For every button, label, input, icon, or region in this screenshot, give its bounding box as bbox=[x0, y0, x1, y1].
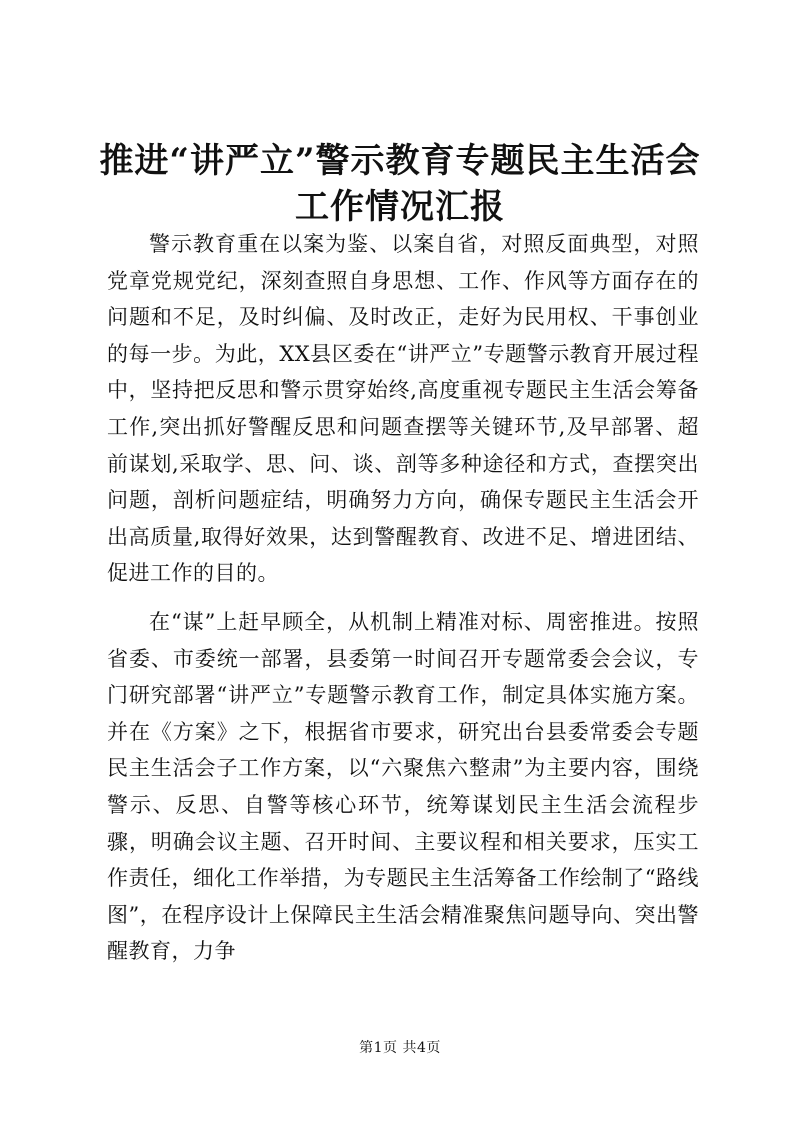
paragraph-2: 在“谋”上赶早顾全，从机制上精准对标、周密推进。按照省委、市委统一部署，县委第一时间召开专题常委会会议，专门研究部署“讲严立”专题警示教育工作，制定具体实施方案。并在《方案》之下，根据省市要求，研究出台县委常委会专题民主生活会子工作方案，以“六聚焦六整肃”为主要内容，围绕警示、反思、自警等核心环节，统筹谋划民主生活会流程步骤，明确会议主题、召开时间、主要议程和相关要求，压实工作责任，细化工作举措，为专题民主生活筹备工作绘制了“路线图”，在程序设计上保障民主生活会精准聚焦问题导向、突出警醒教育，力争 bbox=[107, 609, 699, 964]
document-title: 推进“讲严立”警示教育专题民主生活会工作情况汇报 bbox=[99, 141, 701, 227]
document-body bbox=[107, 226, 699, 982]
paragraph-1: 警示教育重在以案为鉴、以案自省，对照反面典型，对照党章党规党纪，深刻查照自身思想、工作、作风等方面存在的问题和不足，及时纠偏、及时改正，走好为民用权、干事创业的每一步。为此，XX县区委在“讲严立”专题警示教育开展过程中，坚持把反思和警示贯穿始终,高度重视专题民主生活会筹备工作,突出抓好警醒反思和问题查摆等关键环节,及早部署、超前谋划,采取学、思、问、谈、剖等多种途径和方式，查摆突出问题，剖析问题症结，明确努力方向，确保专题民主生活会开出高质量,取得好效果，达到警醒教育、改进不足、增进团结、促进工作的目的。 bbox=[107, 232, 699, 586]
page-number-footer: 第1页 共4页 bbox=[359, 1040, 441, 1056]
